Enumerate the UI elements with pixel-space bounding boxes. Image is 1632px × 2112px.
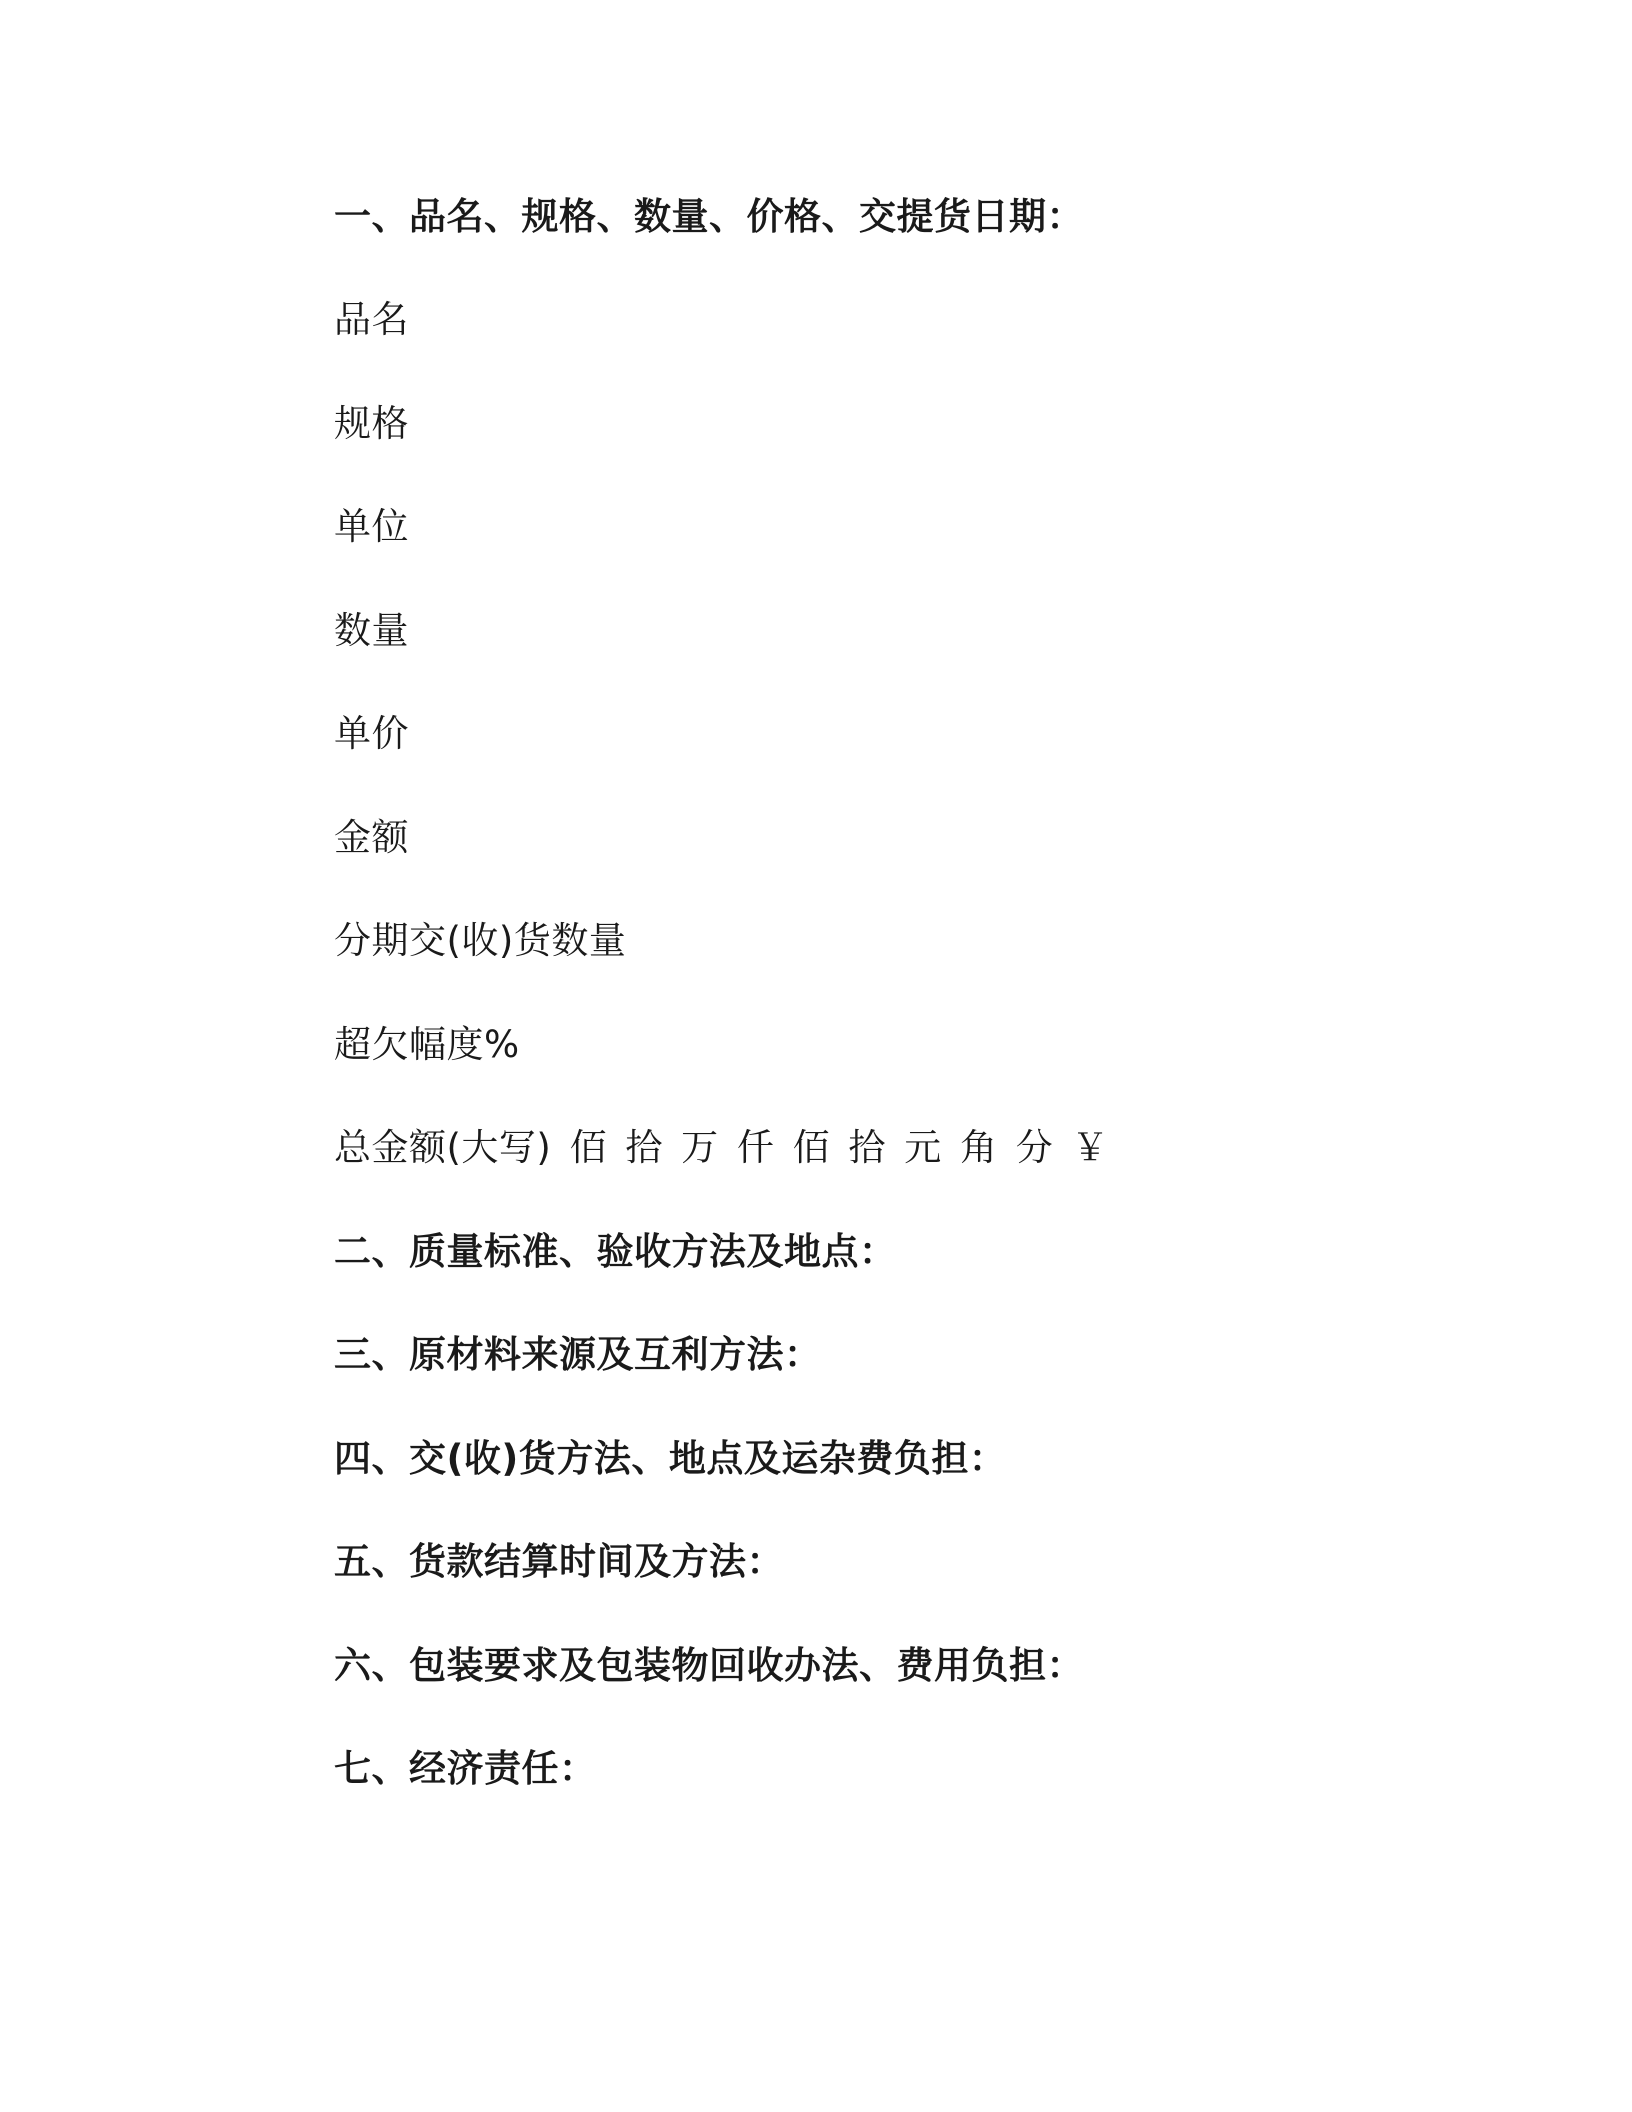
field-label-quantity: 数量 bbox=[334, 609, 409, 652]
section-heading-7: 七、经济责任： bbox=[334, 1747, 597, 1790]
section-heading-3: 三、原材料来源及互利方法： bbox=[334, 1333, 822, 1376]
field-label-tolerance: 超欠幅度% bbox=[334, 1023, 520, 1066]
field-label-specification: 规格 bbox=[334, 402, 409, 445]
field-label-unit: 单位 bbox=[334, 505, 409, 548]
section-heading-2: 二、质量标准、验收方法及地点： bbox=[334, 1230, 897, 1273]
section-heading-6: 六、包装要求及包装物回收办法、费用负担： bbox=[334, 1644, 1084, 1687]
field-label-total-amount: 总金额(大写) 佰 拾 万 仟 佰 拾 元 角 分 ￥ bbox=[334, 1126, 1109, 1169]
field-label-amount: 金额 bbox=[334, 816, 409, 859]
section-heading-4: 四、交(收)货方法、地点及运杂费负担： bbox=[334, 1437, 1007, 1480]
field-label-installment-quantity: 分期交(收)货数量 bbox=[334, 919, 627, 962]
section-heading-5: 五、货款结算时间及方法： bbox=[334, 1540, 784, 1583]
section-heading-1: 一、品名、规格、数量、价格、交提货日期： bbox=[334, 195, 1084, 238]
field-label-unit-price: 单价 bbox=[334, 712, 409, 755]
field-label-product-name: 品名 bbox=[334, 298, 409, 341]
